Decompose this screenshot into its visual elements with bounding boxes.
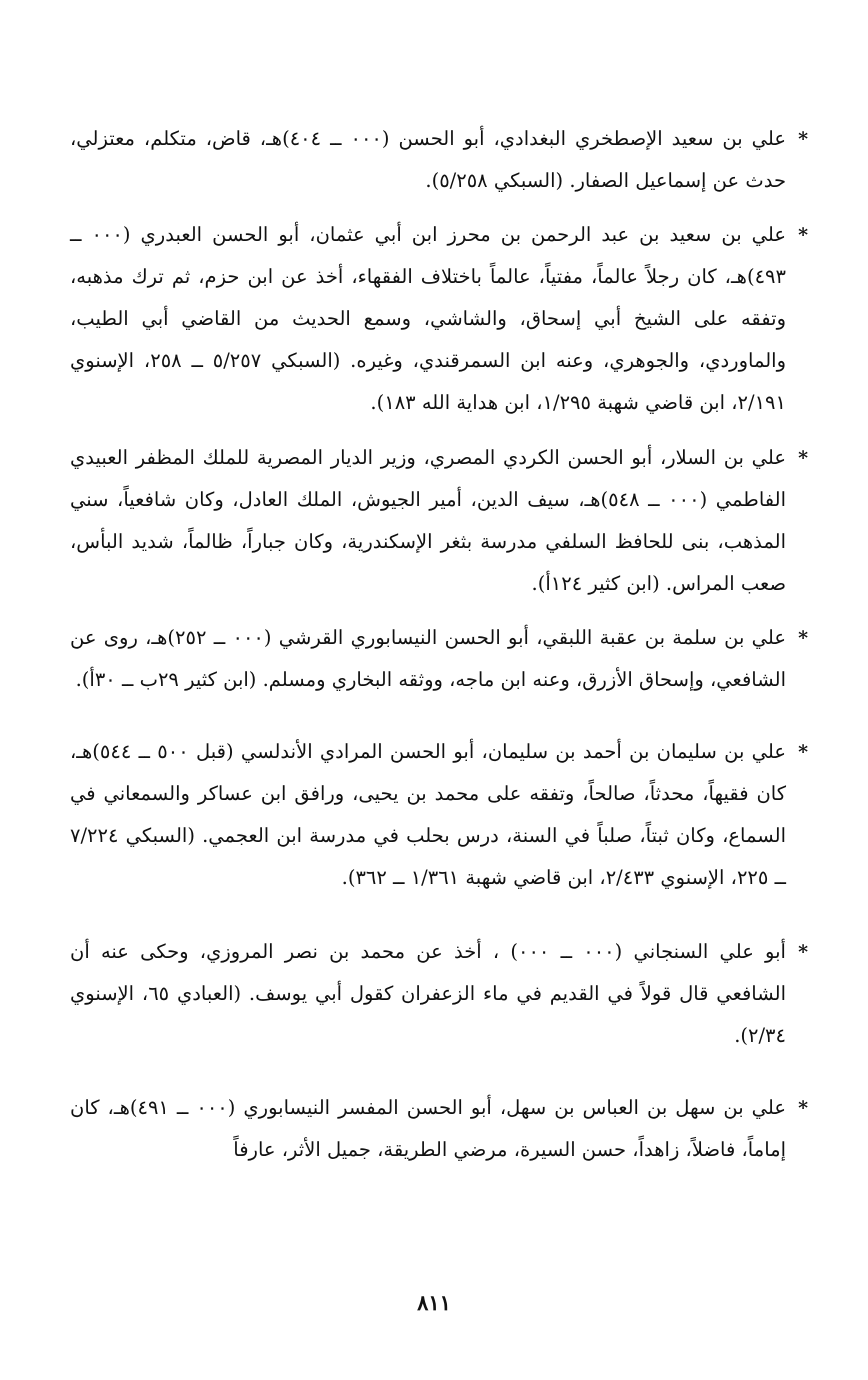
entry-text: علي بن سليمان بن أحمد بن سليمان، أبو الحسن المرادي الأندلسي (قبل ٥٠٠ ــ ٥٤٤)هـ، كان فقيهاً، محدثاً، صالحاً، وتفقه على محمد بن يحيى، ورافق ابن عساكر والسمعاني في السماع، وكان ثبتاً، صلباً في السنة، درس بحلب في مدرسة ابن العجمي. (السبكي ٧/٢٢٤ ــ ٢٢٥، الإسنوي ٢/٤٣٣، ابن قاضي شهبة ١/٣٦١ ــ ٣٦٢).: [70, 740, 786, 889]
biography-entry: [70, 437, 808, 605]
entry-text: علي بن سلمة بن عقبة اللبقي، أبو الحسن النيسابوري القرشي (٠٠٠ ــ ٢٥٢)هـ، روى عن الشافعي، وإسحاق الأزرق، وعنه ابن ماجه، ووثقه البخاري ومسلم. (ابن كثير ٢٩ب ــ ٣٠أ).: [70, 626, 787, 691]
asterisk-bullet-icon: *: [798, 128, 808, 150]
asterisk-bullet-icon: *: [798, 447, 808, 469]
asterisk-bullet-icon: *: [798, 1097, 808, 1119]
entry-text: علي بن سعيد الإصطخري البغدادي، أبو الحسن (٠٠٠ ــ ٤٠٤)هـ، قاض، متكلم، معتزلي، حدث عن إسماعيل الصفار. (السبكي ٥/٢٥٨).: [70, 127, 786, 192]
entry-text: علي بن السلار، أبو الحسن الكردي المصري، وزير الديار المصرية للملك المظفر العبيدي الفاطمي (٠٠٠ ــ ٥٤٨)هـ، سيف الدين، أمير الجيوش، الملك العادل، وكان شافعياً، سني المذهب، بنى للحافظ السلفي مدرسة بثغر الإسكندرية، وكان جباراً، ظالماً، شديد البأس، صعب المراس. (ابن كثير ١٢٤أ).: [70, 446, 786, 595]
entry-text: أبو علي السنجاني (٠٠٠ ــ ٠٠٠) ، أخذ عن محمد بن نصر المروزي، وحكى عنه أن الشافعي قال قولاً في القديم في ماء الزعفران كقول أبي يوسف. (العبادي ٦٥، الإسنوي ٢/٣٤).: [70, 940, 786, 1047]
biography-entry: [70, 931, 808, 1057]
asterisk-bullet-icon: *: [798, 627, 808, 649]
entry-text: علي بن سعيد بن عبد الرحمن بن محرز ابن أبي عثمان، أبو الحسن العبدري (٠٠٠ ــ ٤٩٣)هـ، كان رجلاً عالماً، مفتياً، عالماً باختلاف الفقهاء، أخذ عن ابن حزم، ثم ترك مذهبه، وتفقه على الشيخ أبي إسحاق، والشاشي، وسمع الحديث من القاضي أبي الطيب، والماوردي، والجوهري، وعنه ابن السمرقندي، وغيره. (السبكي ٥/٢٥٧ ــ ٢٥٨، الإسنوي ٢/١٩١، ابن قاضي شهبة ١/٢٩٥، ابن هداية الله ١٨٣).: [70, 223, 786, 414]
page-number: ٨١١: [417, 1290, 451, 1315]
asterisk-bullet-icon: *: [798, 741, 808, 763]
biography-entry: [70, 118, 808, 202]
asterisk-bullet-icon: *: [798, 224, 808, 246]
biography-entries: [70, 118, 808, 1171]
biography-entry: [70, 731, 808, 899]
asterisk-bullet-icon: *: [798, 941, 808, 963]
entry-text: علي بن سهل بن العباس بن سهل، أبو الحسن المفسر النيسابوري (٠٠٠ ــ ٤٩١)هـ، كان إماماً، فاضلاً، زاهداً، حسن السيرة، مرضي الطريقة، جميل الأثر، عارفاً: [70, 1096, 786, 1161]
biography-entry: [70, 214, 808, 424]
biography-entry: [70, 1087, 808, 1171]
biography-entry: [70, 617, 808, 701]
